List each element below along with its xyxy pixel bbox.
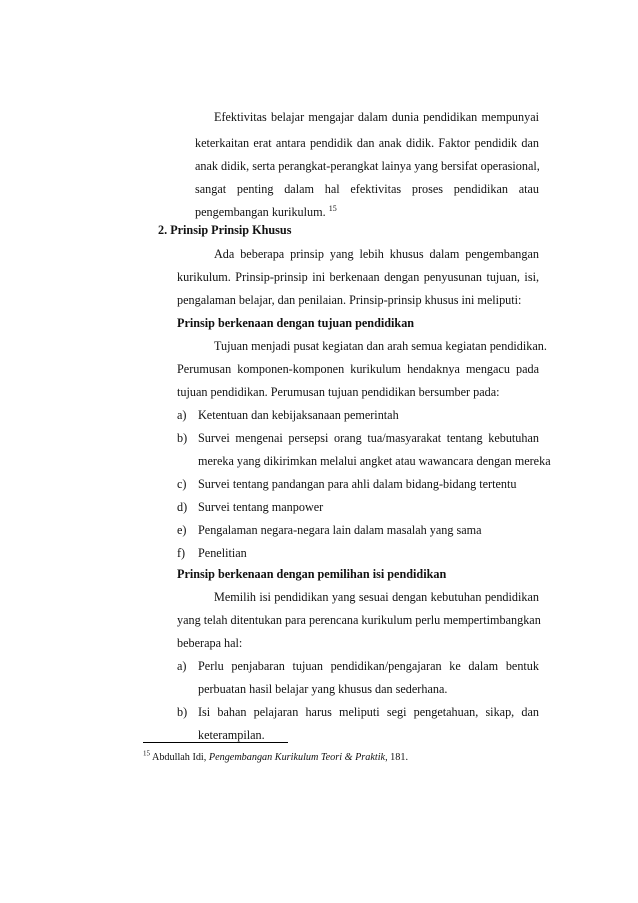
paragraph-line: beberapa hal: (177, 636, 243, 650)
subsection-heading: Prinsip berkenaan dengan pemilihan isi pendidikan (177, 567, 447, 581)
paragraph-line: pengalaman belajar, dan penilaian. Prinsip-prinsip khusus ini meliputi: (177, 293, 522, 307)
list-item (177, 476, 516, 492)
footnote-divider (143, 742, 288, 743)
list-item (177, 522, 482, 538)
paragraph-line: sangat penting dalam hal efektivitas proses pendidikan atau (195, 182, 539, 196)
list-item-text: Ketentuan dan kebijaksanaan pemerintah (198, 408, 399, 422)
footnote-number: 15 (143, 749, 150, 758)
list-item (177, 658, 198, 674)
paragraph-line: keterkaitan erat antara pendidik dan anak didik. Faktor pendidik dan (195, 136, 539, 150)
list-item-text: Survei tentang pandangan para ahli dalam bidang-bidang tertentu (198, 477, 517, 491)
footnote-rest: , 181. (385, 752, 408, 763)
paragraph-line: Ada beberapa prinsip yang lebih khusus dalam pengembangan (214, 247, 539, 261)
paragraph-line: kurikulum. Prinsip-prinsip ini berkenaan dengan penyusunan tujuan, isi, (177, 270, 539, 284)
subsection-heading: Prinsip berkenaan dengan tujuan pendidikan (177, 316, 415, 330)
footnote-author: Abdullah Idi, (151, 752, 207, 763)
list-marker: a) (177, 408, 187, 422)
footnote-title: Pengembangan Kurikulum Teori & Praktik (208, 752, 386, 763)
list-item-text: Perlu penjabaran tujuan pendidikan/pengajaran ke dalam bentuk (198, 659, 539, 673)
list-item (177, 499, 323, 515)
paragraph-line (195, 204, 337, 220)
list-item-text: mereka yang dikirimkan melalui angket atau wawancara dengan mereka (198, 454, 551, 468)
list-item-text: perbuatan hasil belajar yang khusus dan sederhana. (198, 682, 448, 696)
list-item-text: Survei tentang manpower (198, 500, 324, 514)
footnote (143, 751, 408, 764)
paragraph-line: Tujuan menjadi pusat kegiatan dan arah semua kegiatan pendidikan. (214, 339, 547, 353)
paragraph-line-text: pengembangan kurikulum. (195, 205, 326, 219)
paragraph-line: anak didik, serta perangkat-perangkat lainya yang bersifat operasional, (195, 159, 540, 173)
list-item (177, 430, 198, 446)
list-marker: a) (177, 659, 187, 673)
list-item-text: Pengalaman negara-negara lain dalam masalah yang sama (198, 523, 482, 537)
paragraph-line: Perumusan komponen-komponen kurikulum hendaknya mengacu pada (177, 362, 539, 376)
list-item (177, 545, 247, 561)
section-heading: 2. Prinsip Prinsip Khusus (158, 223, 292, 237)
list-marker: b) (177, 431, 188, 445)
list-item (177, 407, 399, 423)
footnote-reference: 15 (328, 203, 337, 213)
paragraph-line: Memilih isi pendidikan yang sesuai dengan kebutuhan pendidikan (214, 590, 539, 604)
list-item (177, 704, 198, 720)
list-marker: f) (177, 546, 186, 560)
paragraph-line: Efektivitas belajar mengajar dalam dunia pendidikan mempunyai (214, 110, 539, 124)
list-marker: c) (177, 477, 187, 491)
list-marker: d) (177, 500, 188, 514)
list-item-text: Isi bahan pelajaran harus meliputi segi pengetahuan, sikap, dan (198, 705, 539, 719)
paragraph-line: yang telah ditentukan para perencana kurikulum perlu mempertimbangkan (177, 613, 541, 627)
list-item-text: Penelitian (198, 546, 247, 560)
list-marker: e) (177, 523, 187, 537)
paragraph-line: tujuan pendidikan. Perumusan tujuan pendidikan bersumber pada: (177, 385, 500, 399)
list-item-text: keterampilan. (198, 728, 265, 742)
list-marker: b) (177, 705, 188, 719)
list-item-text: Survei mengenai persepsi orang tua/masyarakat tentang kebutuhan (198, 431, 539, 445)
